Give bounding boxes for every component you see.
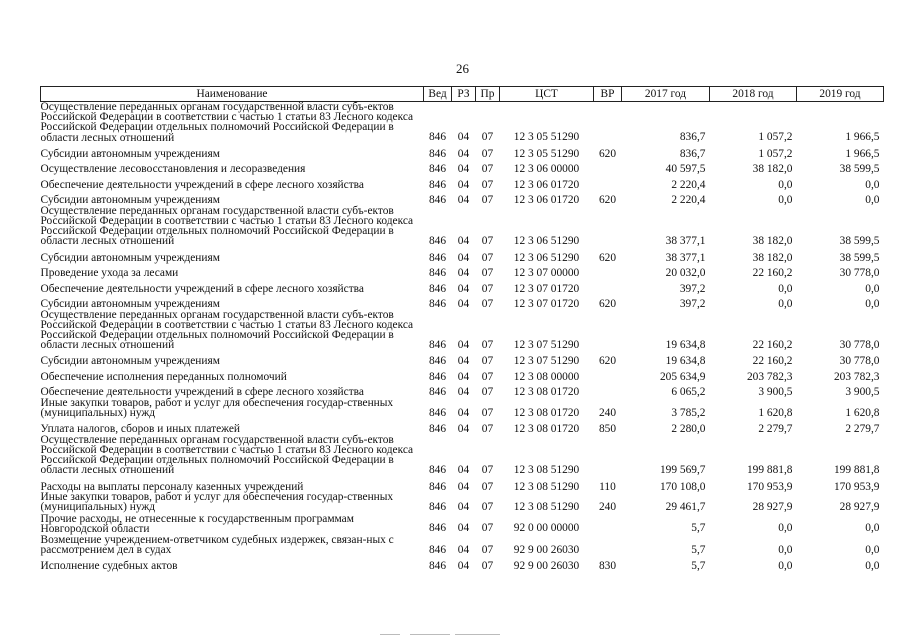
row-rz: 04 bbox=[457, 522, 470, 535]
header-2018: 2018 год bbox=[710, 87, 797, 102]
row-vr bbox=[594, 535, 622, 556]
row-rz: 04 bbox=[457, 338, 470, 351]
row-2018: 0,0 bbox=[778, 298, 793, 311]
row-rz: 04 bbox=[457, 131, 470, 144]
row-2019: 30 778,0 bbox=[839, 338, 880, 351]
row-2017: 38 377,1 bbox=[665, 235, 706, 248]
scan-artifact-line bbox=[455, 634, 500, 635]
row-vr bbox=[594, 435, 622, 477]
row-vr bbox=[594, 279, 622, 295]
row-pr: 07 bbox=[481, 543, 494, 556]
row-name: Субсидии автономным учреждениям bbox=[40, 147, 220, 160]
table-row bbox=[41, 144, 884, 160]
row-2019: 1 620,8 bbox=[845, 406, 880, 419]
row-name: Проведение ухода за лесами bbox=[40, 267, 179, 280]
row-2018: 3 900,5 bbox=[758, 386, 793, 399]
row-2017: 19 634,8 bbox=[665, 355, 706, 368]
row-vr bbox=[594, 382, 622, 398]
row-2019: 30 778,0 bbox=[839, 355, 880, 368]
row-2017: 38 377,1 bbox=[665, 251, 706, 264]
header-2019: 2019 год bbox=[797, 87, 884, 102]
row-2019: 0,0 bbox=[865, 194, 880, 207]
row-pr: 07 bbox=[481, 501, 494, 514]
row-rz: 04 bbox=[457, 355, 470, 368]
row-2018: 0,0 bbox=[778, 543, 793, 556]
row-name: Уплата налогов, сборов и иных платежей bbox=[40, 423, 240, 436]
row-vr bbox=[594, 175, 622, 191]
row-name: Осуществление переданных органам государственной власти субъ-ектов Российской Федерации в соответствии с частью 1 статьи 83 Лесного кодекса Российской Федерации отдельных полномочий Российской Федерации в области лесных отношений bbox=[40, 101, 414, 144]
row-2019: 1 966,5 bbox=[845, 147, 880, 160]
row-rz: 04 bbox=[457, 267, 470, 280]
row-2018: 1 057,2 bbox=[758, 131, 793, 144]
row-cst: 12 3 06 51290 bbox=[513, 251, 580, 264]
row-vr: 240 bbox=[598, 501, 617, 514]
row-2018: 199 881,8 bbox=[746, 464, 793, 477]
row-2017: 5,7 bbox=[691, 522, 706, 535]
row-2018: 38 182,0 bbox=[752, 163, 793, 176]
row-ved: 846 bbox=[428, 282, 447, 295]
row-rz: 04 bbox=[457, 298, 470, 311]
row-vr bbox=[594, 206, 622, 248]
row-rz: 04 bbox=[457, 370, 470, 383]
row-2018: 38 182,0 bbox=[752, 251, 793, 264]
scan-artifact-line bbox=[380, 634, 400, 635]
row-2018: 1 620,8 bbox=[758, 406, 793, 419]
row-2019: 199 881,8 bbox=[833, 464, 880, 477]
row-vr: 620 bbox=[598, 194, 617, 207]
table-row bbox=[41, 190, 884, 206]
row-vr: 620 bbox=[598, 355, 617, 368]
row-2019: 0,0 bbox=[865, 560, 880, 573]
row-vr: 620 bbox=[598, 298, 617, 311]
row-pr: 07 bbox=[481, 560, 494, 573]
table-row bbox=[41, 492, 884, 513]
row-2018: 0,0 bbox=[778, 282, 793, 295]
row-2018: 0,0 bbox=[778, 178, 793, 191]
row-pr: 07 bbox=[481, 386, 494, 399]
row-vr: 110 bbox=[599, 480, 616, 493]
row-2018: 2 279,7 bbox=[758, 423, 793, 436]
row-cst: 12 3 06 51290 bbox=[513, 235, 580, 248]
row-ved: 846 bbox=[428, 543, 447, 556]
row-name: Субсидии автономным учреждениям bbox=[40, 355, 220, 368]
row-cst: 12 3 08 51290 bbox=[513, 480, 580, 493]
row-ved: 846 bbox=[428, 251, 447, 264]
row-name: Обеспечение исполнения переданных полномочий bbox=[40, 370, 287, 383]
row-vr: 240 bbox=[598, 406, 617, 419]
row-2017: 3 785,2 bbox=[671, 406, 706, 419]
row-cst: 92 9 00 26030 bbox=[513, 560, 580, 573]
row-name: Обеспечение деятельности учреждений в сфере лесного хозяйства bbox=[40, 178, 364, 191]
row-pr: 07 bbox=[481, 251, 494, 264]
row-ved: 846 bbox=[428, 480, 447, 493]
row-cst: 12 3 07 51290 bbox=[513, 338, 580, 351]
row-cst: 12 3 05 51290 bbox=[513, 131, 580, 144]
page-number: 26 bbox=[456, 61, 469, 76]
row-ved: 846 bbox=[428, 147, 447, 160]
row-pr: 07 bbox=[481, 178, 494, 191]
row-2018: 22 160,2 bbox=[752, 338, 793, 351]
row-ved: 846 bbox=[428, 406, 447, 419]
row-2017: 397,2 bbox=[679, 282, 706, 295]
table-row bbox=[41, 419, 884, 435]
header-name: Наименование bbox=[41, 87, 424, 102]
row-2019: 0,0 bbox=[865, 298, 880, 311]
row-name: Осуществление переданных органам государственной власти субъ-ектов Российской Федерации в соответствии с частью 1 статьи 83 Лесного кодекса Российской Федерации отдельных полномочий Российской Федерации в области лесных отношений bbox=[40, 204, 414, 248]
row-2018: 38 182,0 bbox=[752, 235, 793, 248]
row-name: Исполнение судебных актов bbox=[40, 560, 178, 573]
row-pr: 07 bbox=[481, 131, 494, 144]
row-2019: 203 782,3 bbox=[833, 370, 880, 383]
row-vr: 830 bbox=[598, 560, 617, 573]
row-2019: 0,0 bbox=[865, 178, 880, 191]
row-2017: 20 032,0 bbox=[665, 267, 706, 280]
row-cst: 12 3 08 51290 bbox=[513, 464, 580, 477]
row-cst: 12 3 06 01720 bbox=[513, 194, 580, 207]
row-cst: 12 3 08 01720 bbox=[513, 423, 580, 436]
row-ved: 846 bbox=[428, 386, 447, 399]
table-row bbox=[41, 535, 884, 556]
row-rz: 04 bbox=[457, 464, 470, 477]
row-rz: 04 bbox=[457, 163, 470, 176]
table-row bbox=[41, 175, 884, 191]
row-ved: 846 bbox=[428, 178, 447, 191]
row-rz: 04 bbox=[457, 560, 470, 573]
row-2017: 2 280,0 bbox=[671, 423, 706, 436]
row-rz: 04 bbox=[457, 178, 470, 191]
row-cst: 12 3 07 00000 bbox=[513, 267, 580, 280]
header-cst: ЦСТ bbox=[500, 87, 594, 102]
row-2017: 2 220,4 bbox=[671, 178, 706, 191]
row-2017: 5,7 bbox=[691, 543, 706, 556]
row-ved: 846 bbox=[428, 423, 447, 436]
table-row bbox=[41, 398, 884, 419]
row-pr: 07 bbox=[481, 298, 494, 311]
row-2019: 38 599,5 bbox=[839, 235, 880, 248]
row-pr: 07 bbox=[481, 522, 494, 535]
row-cst: 12 3 08 00000 bbox=[513, 370, 580, 383]
row-2017: 199 569,7 bbox=[659, 464, 706, 477]
row-name: Субсидии автономным учреждениям bbox=[40, 194, 220, 207]
row-2018: 0,0 bbox=[778, 194, 793, 207]
row-2018: 22 160,2 bbox=[752, 267, 793, 280]
row-cst: 12 3 07 01720 bbox=[513, 282, 580, 295]
row-ved: 846 bbox=[428, 522, 447, 535]
row-2018: 0,0 bbox=[778, 560, 793, 573]
table-row bbox=[41, 279, 884, 295]
row-ved: 846 bbox=[428, 298, 447, 311]
row-name: Расходы на выплаты персоналу казенных учреждений bbox=[40, 480, 304, 493]
row-2017: 6 065,2 bbox=[671, 386, 706, 399]
row-pr: 07 bbox=[481, 464, 494, 477]
row-cst: 92 0 00 00000 bbox=[513, 522, 580, 535]
row-vr bbox=[594, 159, 622, 175]
table-row bbox=[41, 514, 884, 535]
row-cst: 12 3 06 00000 bbox=[513, 163, 580, 176]
row-vr: 620 bbox=[598, 251, 617, 264]
row-ved: 846 bbox=[428, 235, 447, 248]
row-2018: 28 927,9 bbox=[752, 501, 793, 514]
row-pr: 07 bbox=[481, 267, 494, 280]
row-name: Прочие расходы, не отнесенные к государственным программам Новгородской области bbox=[40, 512, 354, 535]
row-rz: 04 bbox=[457, 480, 470, 493]
row-2019: 28 927,9 bbox=[839, 501, 880, 514]
row-pr: 07 bbox=[481, 423, 494, 436]
table-row bbox=[41, 310, 884, 352]
table-row bbox=[41, 263, 884, 279]
row-rz: 04 bbox=[457, 406, 470, 419]
row-2019: 30 778,0 bbox=[839, 267, 880, 280]
row-2019: 38 599,5 bbox=[839, 163, 880, 176]
row-2017: 397,2 bbox=[679, 298, 706, 311]
row-rz: 04 bbox=[457, 543, 470, 556]
row-2018: 22 160,2 bbox=[752, 355, 793, 368]
row-2017: 170 108,0 bbox=[659, 480, 706, 493]
row-2019: 3 900,5 bbox=[845, 386, 880, 399]
row-ved: 846 bbox=[428, 370, 447, 383]
row-vr bbox=[594, 263, 622, 279]
row-pr: 07 bbox=[481, 282, 494, 295]
table-row bbox=[41, 367, 884, 383]
row-name: Осуществление переданных органам государственной власти субъ-ектов Российской Федерации в соответствии с частью 1 статьи 83 Лесного кодекса Российской Федерации отдельных полномочий Российской Федерации в области лесных отношений bbox=[40, 308, 414, 352]
row-ved: 846 bbox=[428, 464, 447, 477]
table-row bbox=[41, 102, 884, 144]
row-2017: 5,7 bbox=[691, 560, 706, 573]
table-row bbox=[41, 435, 884, 477]
table-row bbox=[41, 556, 884, 572]
row-vr: 620 bbox=[598, 147, 617, 160]
row-2019: 38 599,5 bbox=[839, 251, 880, 264]
budget-table bbox=[40, 86, 884, 572]
row-pr: 07 bbox=[481, 163, 494, 176]
row-cst: 12 3 08 51290 bbox=[513, 501, 580, 514]
row-vr bbox=[594, 514, 622, 535]
table-header-row bbox=[41, 87, 884, 102]
row-2019: 170 953,9 bbox=[833, 480, 880, 493]
row-name: Осуществление переданных органам государственной власти субъ-ектов Российской Федерации в соответствии с частью 1 статьи 83 Лесного кодекса Российской Федерации отдельных полномочий Российской Федерации в области лесных отношений bbox=[40, 433, 414, 477]
header-vr: ВР bbox=[594, 87, 622, 102]
row-rz: 04 bbox=[457, 235, 470, 248]
row-name: Субсидии автономным учреждениям bbox=[40, 251, 220, 264]
row-ved: 846 bbox=[428, 194, 447, 207]
row-2017: 205 634,9 bbox=[659, 370, 706, 383]
row-vr bbox=[594, 102, 622, 144]
row-name: Иные закупки товаров, работ и услуг для обеспечения государ-ственных (муниципальных) нужд bbox=[40, 491, 394, 514]
row-2019: 1 966,5 bbox=[845, 131, 880, 144]
row-ved: 846 bbox=[428, 338, 447, 351]
row-2018: 203 782,3 bbox=[746, 370, 793, 383]
header-2017: 2017 год bbox=[622, 87, 710, 102]
row-cst: 12 3 07 01720 bbox=[513, 298, 580, 311]
row-2018: 170 953,9 bbox=[746, 480, 793, 493]
row-ved: 846 bbox=[428, 560, 447, 573]
row-pr: 07 bbox=[481, 355, 494, 368]
row-rz: 04 bbox=[457, 501, 470, 514]
row-name: Обеспечение деятельности учреждений в сфере лесного хозяйства bbox=[40, 282, 364, 295]
row-name: Иные закупки товаров, работ и услуг для обеспечения государ-ственных (муниципальных) нужд bbox=[40, 396, 394, 420]
row-pr: 07 bbox=[481, 194, 494, 207]
row-rz: 04 bbox=[457, 251, 470, 264]
row-pr: 07 bbox=[481, 370, 494, 383]
row-cst: 12 3 06 01720 bbox=[513, 178, 580, 191]
row-2019: 0,0 bbox=[865, 282, 880, 295]
table-row bbox=[41, 206, 884, 248]
table-row bbox=[41, 477, 884, 493]
table-row bbox=[41, 351, 884, 367]
row-2017: 836,7 bbox=[679, 147, 706, 160]
row-2017: 2 220,4 bbox=[671, 194, 706, 207]
row-2019: 2 279,7 bbox=[845, 423, 880, 436]
row-2017: 19 634,8 bbox=[665, 338, 706, 351]
row-pr: 07 bbox=[481, 406, 494, 419]
row-2017: 40 597,5 bbox=[665, 163, 706, 176]
table-row bbox=[41, 382, 884, 398]
row-ved: 846 bbox=[428, 355, 447, 368]
row-pr: 07 bbox=[481, 480, 494, 493]
row-ved: 846 bbox=[428, 163, 447, 176]
row-2019: 0,0 bbox=[865, 543, 880, 556]
row-ved: 846 bbox=[428, 267, 447, 280]
table-row bbox=[41, 159, 884, 175]
row-name: Субсидии автономным учреждениям bbox=[40, 298, 220, 311]
table-row bbox=[41, 248, 884, 264]
row-vr bbox=[594, 367, 622, 383]
row-pr: 07 bbox=[481, 338, 494, 351]
row-cst: 92 9 00 26030 bbox=[513, 543, 580, 556]
row-pr: 07 bbox=[481, 235, 494, 248]
row-rz: 04 bbox=[457, 282, 470, 295]
table-row bbox=[41, 294, 884, 310]
row-rz: 04 bbox=[457, 386, 470, 399]
scan-artifact-line bbox=[410, 634, 450, 635]
row-vr bbox=[594, 310, 622, 352]
header-rz: РЗ bbox=[452, 87, 476, 102]
row-2017: 836,7 bbox=[679, 131, 706, 144]
row-rz: 04 bbox=[457, 147, 470, 160]
row-name: Возмещение учреждением-ответчиком судебных издержек, связан-ных с рассмотрением дел в судах bbox=[40, 533, 394, 557]
row-2018: 0,0 bbox=[778, 522, 793, 535]
row-cst: 12 3 05 51290 bbox=[513, 147, 580, 160]
header-pr: Пр bbox=[476, 87, 500, 102]
row-2019: 0,0 bbox=[865, 522, 880, 535]
row-cst: 12 3 08 01720 bbox=[513, 386, 580, 399]
row-ved: 846 bbox=[428, 501, 447, 514]
row-2018: 1 057,2 bbox=[758, 147, 793, 160]
row-rz: 04 bbox=[457, 423, 470, 436]
row-rz: 04 bbox=[457, 194, 470, 207]
row-cst: 12 3 07 51290 bbox=[513, 355, 580, 368]
row-name: Обеспечение деятельности учреждений в сфере лесного хозяйства bbox=[40, 386, 364, 399]
header-ved: Вед bbox=[424, 87, 452, 102]
row-2017: 29 461,7 bbox=[665, 501, 706, 514]
row-pr: 07 bbox=[481, 147, 494, 160]
row-name: Осуществление лесовосстановления и лесоразведения bbox=[40, 163, 306, 176]
row-vr: 850 bbox=[598, 423, 617, 436]
row-cst: 12 3 08 01720 bbox=[513, 406, 580, 419]
row-ved: 846 bbox=[428, 131, 447, 144]
